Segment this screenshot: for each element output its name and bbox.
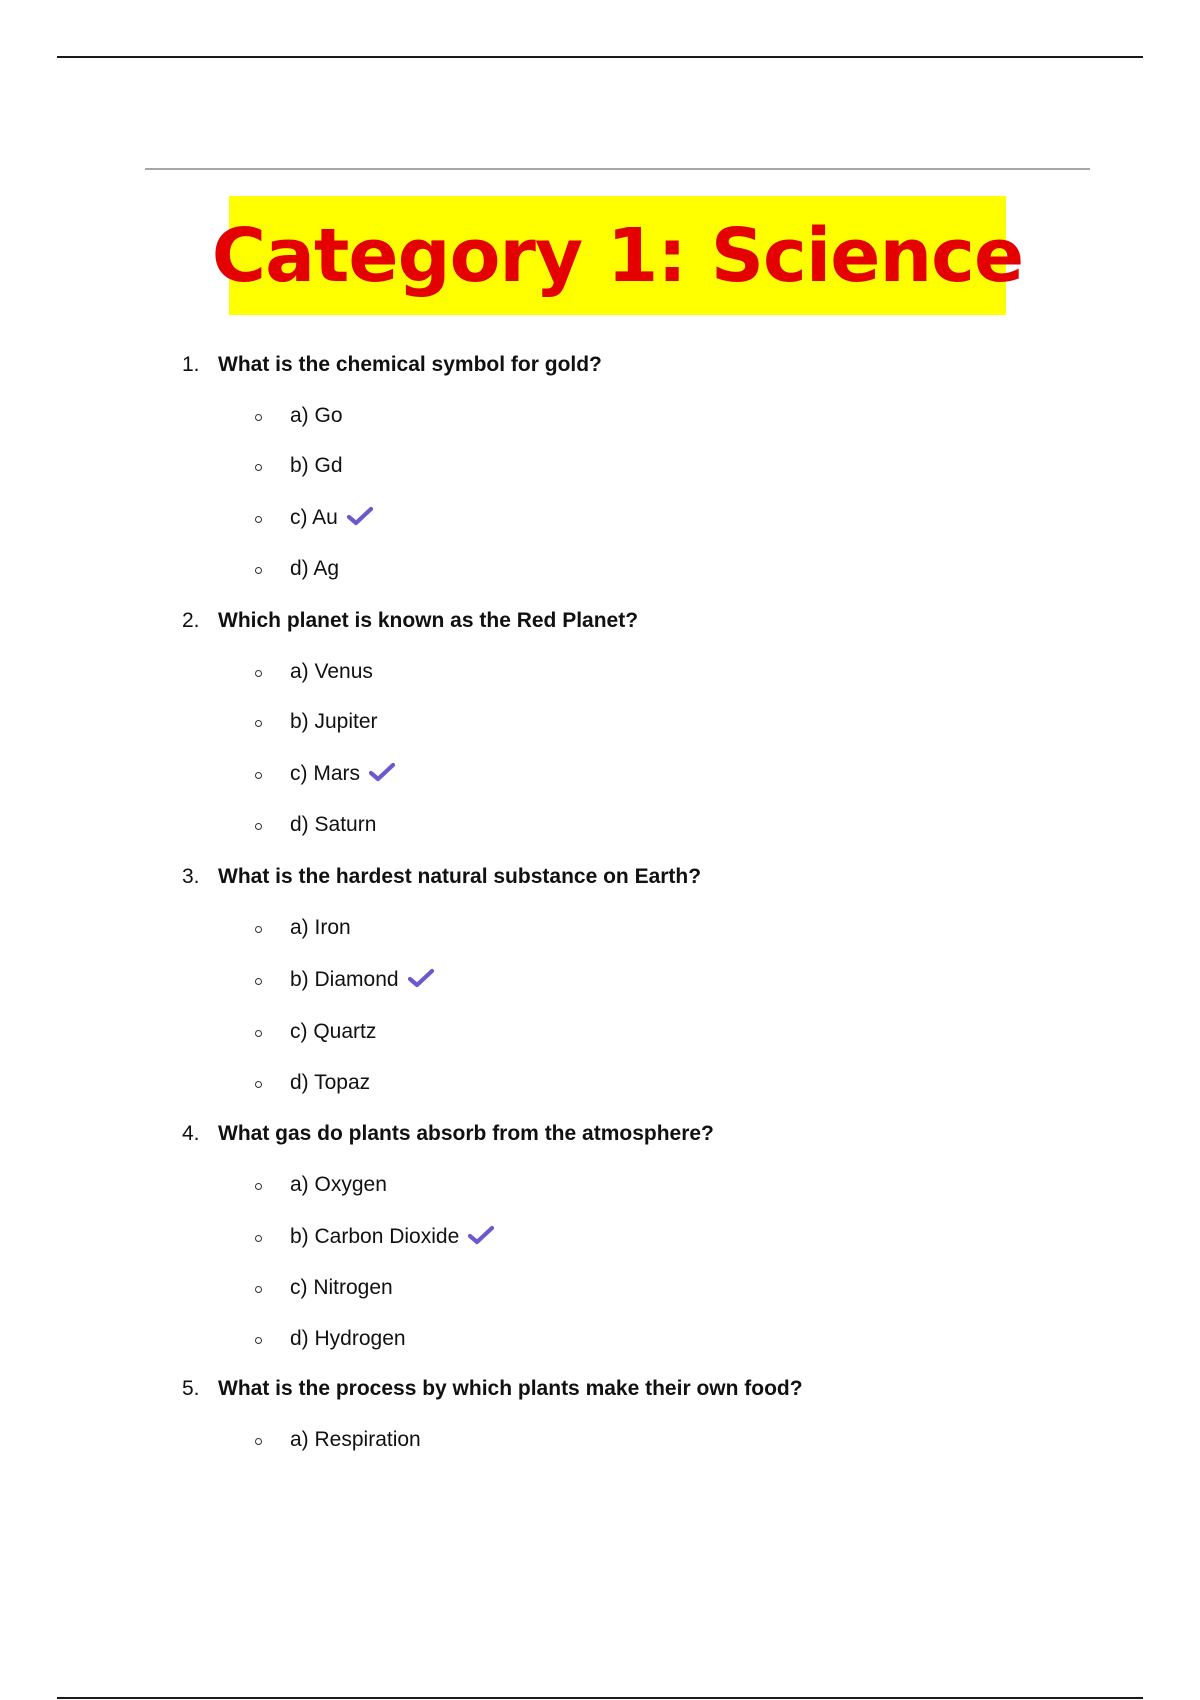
answer-option: [290, 659, 373, 685]
checkmark-icon: [408, 968, 434, 988]
answer-option-label: b) Jupiter: [290, 710, 378, 733]
answer-option-label: a) Venus: [290, 660, 373, 683]
circle-bullet-icon: [255, 772, 262, 779]
answer-option: [290, 1172, 387, 1198]
answer-option: [290, 1070, 370, 1096]
circle-bullet-icon: [255, 1235, 262, 1242]
answer-option: [290, 556, 339, 582]
answer-option: [290, 915, 351, 941]
answer-option-label: c) Mars: [290, 762, 360, 785]
checkmark-icon: [369, 762, 395, 782]
answer-option-label: c) Au: [290, 506, 338, 529]
circle-bullet-icon: [255, 926, 262, 933]
question-number: 4.: [182, 1122, 200, 1145]
question-text: What is the hardest natural substance on Earth?: [218, 865, 702, 888]
circle-bullet-icon: [255, 720, 262, 727]
answer-option: [290, 812, 376, 838]
checkmark-icon: [347, 506, 373, 526]
answer-option-label: a) Go: [290, 404, 343, 427]
question-text: What is the chemical symbol for gold?: [218, 353, 602, 376]
answer-option-label: d) Ag: [290, 557, 340, 580]
answer-option-label: b) Gd: [290, 454, 343, 477]
page-title: Category 1: Science: [211, 212, 1024, 299]
circle-bullet-icon: [255, 670, 262, 677]
answer-option-label: a) Oxygen: [290, 1173, 387, 1196]
checkmark-icon: [468, 1225, 494, 1245]
question-number: 5.: [182, 1377, 200, 1400]
question-text: What is the process by which plants make their own food?: [218, 1377, 803, 1400]
answer-option: [290, 709, 378, 735]
answer-option: [290, 1275, 393, 1301]
answer-option: [290, 1326, 406, 1352]
answer-option: [290, 1019, 376, 1045]
answer-option-label: b) Carbon Dioxide: [290, 1225, 460, 1248]
circle-bullet-icon: [255, 1286, 262, 1293]
answer-option-label: a) Respiration: [290, 1428, 421, 1451]
question-number: 2.: [182, 609, 200, 632]
answer-option-label: a) Iron: [290, 916, 351, 939]
circle-bullet-icon: [255, 516, 262, 523]
bottom-page-rule: [57, 1697, 1143, 1699]
circle-bullet-icon: [255, 464, 262, 471]
circle-bullet-icon: [255, 414, 262, 421]
circle-bullet-icon: [255, 1030, 262, 1037]
question-text: Which planet is known as the Red Planet?: [218, 609, 639, 632]
circle-bullet-icon: [255, 1438, 262, 1445]
circle-bullet-icon: [255, 1081, 262, 1088]
answer-option-label: d) Topaz: [290, 1071, 371, 1094]
circle-bullet-icon: [255, 978, 262, 985]
answer-option: [290, 403, 343, 429]
answer-option: [290, 1427, 421, 1453]
answer-option: [290, 967, 434, 993]
question-number: 1.: [182, 353, 200, 376]
answer-option-label: c) Nitrogen: [290, 1276, 393, 1299]
answer-option-label: d) Hydrogen: [290, 1327, 406, 1350]
question-number: 3.: [182, 865, 200, 888]
circle-bullet-icon: [255, 1183, 262, 1190]
circle-bullet-icon: [255, 1337, 262, 1344]
answer-option: [290, 505, 373, 531]
question-text: What gas do plants absorb from the atmosphere?: [218, 1122, 714, 1145]
answer-option: [290, 453, 343, 479]
answer-option-label: c) Quartz: [290, 1020, 377, 1043]
circle-bullet-icon: [255, 567, 262, 574]
circle-bullet-icon: [255, 823, 262, 830]
answer-option: [290, 761, 395, 787]
answer-option-label: d) Saturn: [290, 813, 377, 836]
answer-option: [290, 1224, 494, 1250]
answer-option-label: b) Diamond: [290, 968, 399, 991]
